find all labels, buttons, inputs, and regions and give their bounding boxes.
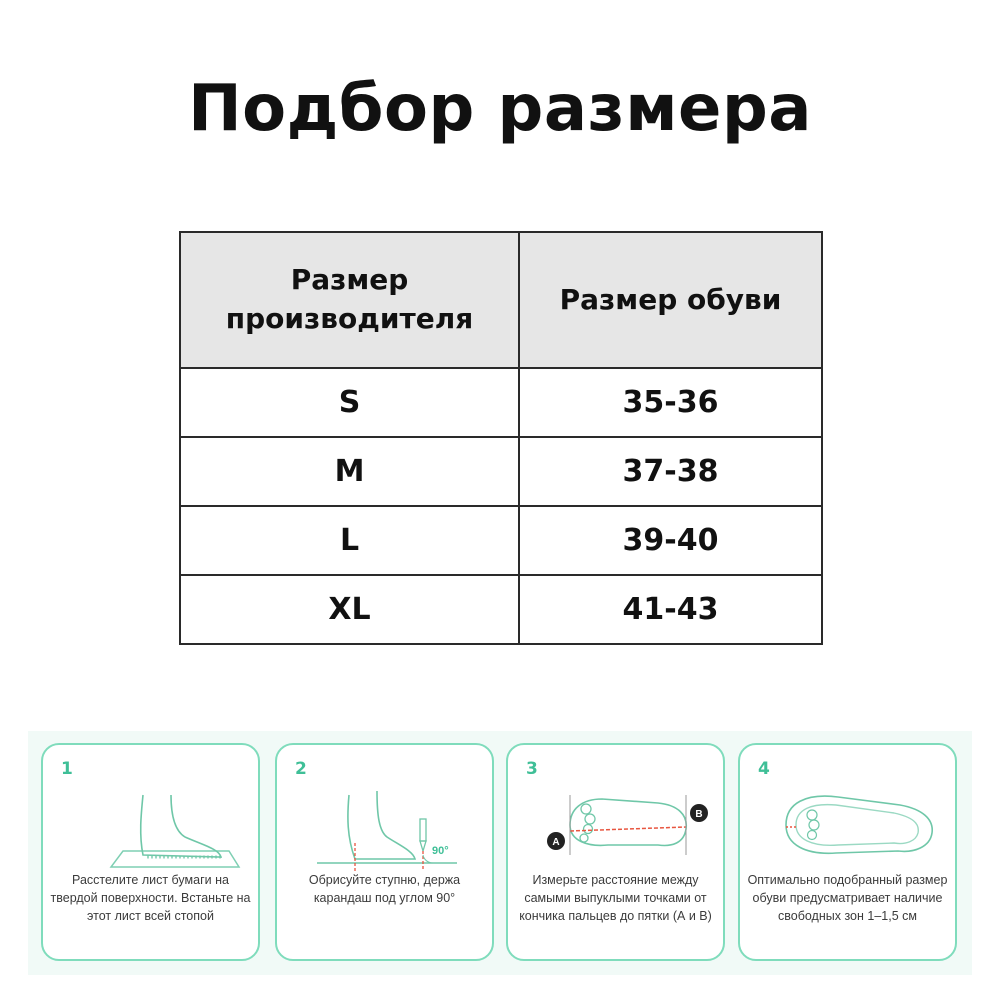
cell-manufacturer-size: S — [180, 368, 519, 437]
point-b-label: B — [695, 809, 703, 820]
foot-on-paper-icon — [53, 775, 252, 875]
step-number: 2 — [295, 759, 307, 779]
step-number: 4 — [758, 759, 770, 779]
step-card-3 — [506, 743, 725, 961]
trace-foot-icon — [287, 775, 486, 875]
table-row — [180, 575, 822, 644]
cell-manufacturer-size: XL — [180, 575, 519, 644]
cell-manufacturer-size: L — [180, 506, 519, 575]
header-manufacturer-size: Размер производителя — [180, 232, 519, 368]
step-card-1 — [41, 743, 260, 961]
step-card-4 — [738, 743, 957, 961]
step-text: Обрисуйте ступню, держа карандаш под углом 90° — [308, 873, 461, 905]
step-card-2 — [275, 743, 494, 961]
cell-shoe-size: 35-36 — [519, 368, 822, 437]
point-a-label: A — [552, 837, 560, 848]
foot-in-shoe-icon — [750, 775, 949, 875]
table-row — [180, 368, 822, 437]
step-text: Расстелите лист бумаги на твердой поверхности. Встаньте на этот лист всей стопой — [50, 873, 251, 923]
cell-shoe-size: 39-40 — [519, 506, 822, 575]
measurement-steps — [28, 731, 972, 975]
step-number: 1 — [61, 759, 73, 779]
angle-label: 90° — [432, 845, 449, 857]
cell-shoe-size: 37-38 — [519, 437, 822, 506]
measure-foot-icon — [518, 775, 717, 875]
step-number: 3 — [526, 759, 538, 779]
cell-manufacturer-size: M — [180, 437, 519, 506]
size-table — [179, 231, 823, 645]
table-row — [180, 506, 822, 575]
step-text: Измерьте расстояние между самыми выпуклыми точками от кончика пальцев до пятки (А и В) — [519, 873, 712, 923]
header-shoe-size: Размер обуви — [519, 232, 822, 368]
table-row — [180, 437, 822, 506]
page-title: Подбор размера — [188, 72, 812, 146]
cell-shoe-size: 41-43 — [519, 575, 822, 644]
step-text: Оптимально подобранный размер обуви предусматривает наличие свободных зон 1–1,5 см — [747, 873, 948, 923]
table-header-row — [180, 232, 822, 368]
